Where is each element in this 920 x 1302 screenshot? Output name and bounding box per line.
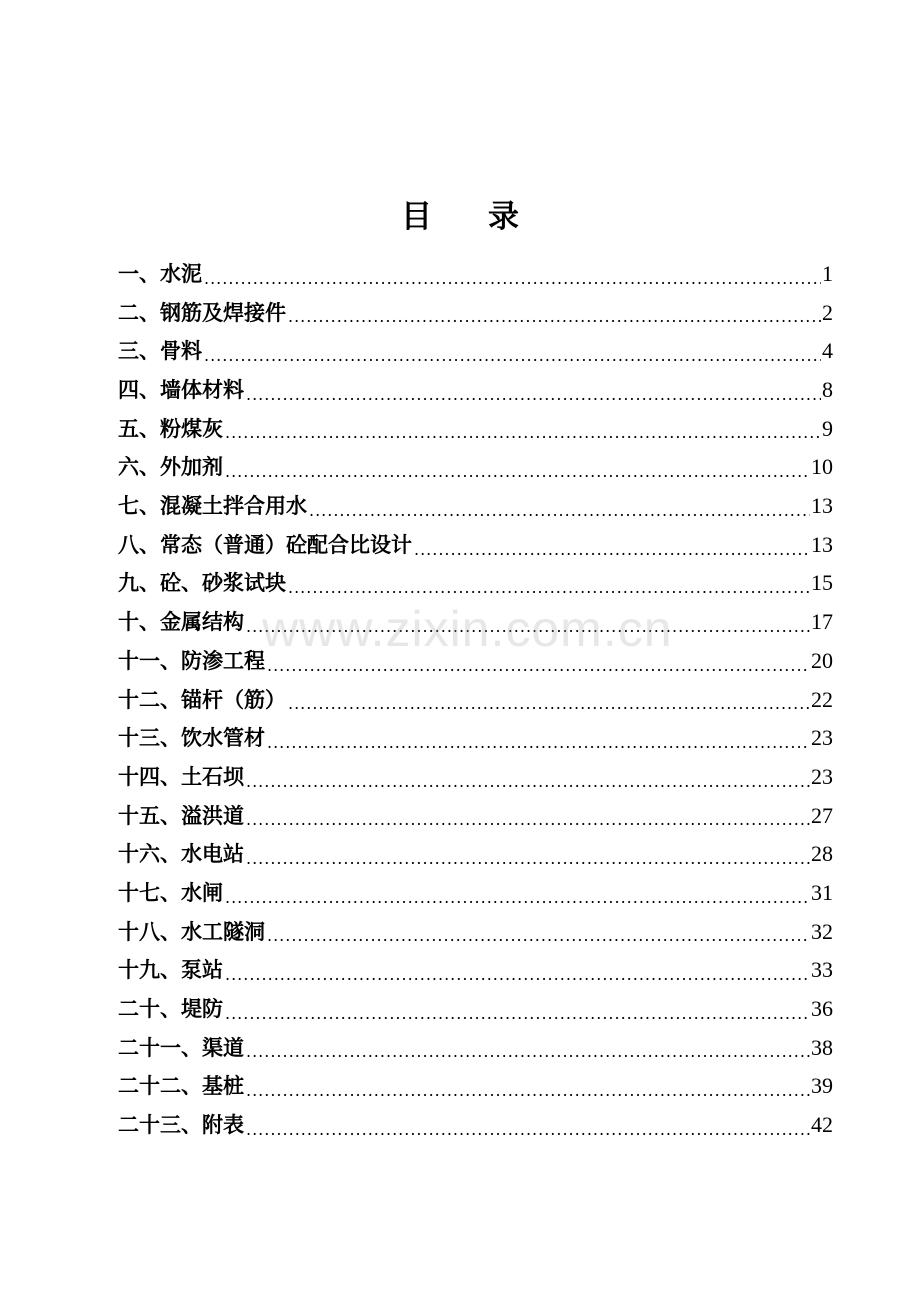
toc-entry-label: 十六、水电站: [118, 841, 244, 867]
toc-entry-label: 五、粉煤灰: [118, 415, 223, 441]
toc-entry-page: 9: [822, 415, 833, 441]
toc-entry[interactable]: [118, 913, 833, 952]
toc-entry[interactable]: [118, 448, 833, 487]
toc-entry-label: 二十二、基桩: [118, 1073, 244, 1099]
toc-entry[interactable]: [118, 487, 833, 526]
toc-entry-label: 六、外加剂: [118, 454, 223, 480]
toc-leader-dots: [225, 418, 821, 448]
toc-leader-dots: [225, 960, 810, 990]
toc-entry-label: 四、墙体材料: [118, 377, 244, 403]
toc-entry[interactable]: [118, 681, 833, 720]
toc-leader-dots: [288, 689, 810, 719]
toc-entry[interactable]: [118, 835, 833, 874]
toc-entry[interactable]: [118, 1029, 833, 1068]
toc-entry-label: 十、金属结构: [118, 609, 244, 635]
toc-entry[interactable]: [118, 294, 833, 333]
table-of-contents: [118, 255, 833, 1145]
toc-entry[interactable]: [118, 1067, 833, 1106]
toc-entry-page: 15: [811, 570, 833, 596]
toc-leader-dots: [204, 264, 821, 294]
watermark: www.zixin.com.cn: [262, 601, 673, 657]
toc-entry-label: 二十、堤防: [118, 996, 223, 1022]
toc-entry-page: 4: [822, 338, 833, 364]
toc-entry-page: 20: [811, 647, 833, 673]
toc-entry[interactable]: [118, 874, 833, 913]
toc-entry-label: 二、钢筋及焊接件: [118, 299, 286, 325]
toc-entry[interactable]: [118, 951, 833, 990]
toc-leader-dots: [309, 496, 810, 526]
toc-entry-page: 31: [811, 879, 833, 905]
toc-entry-page: 2: [822, 299, 833, 325]
toc-leader-dots: [246, 1037, 810, 1067]
toc-entry-page: 13: [811, 493, 833, 519]
toc-entry-label: 七、混凝土拌合用水: [118, 493, 307, 519]
toc-entry-label: 一、水泥: [118, 260, 202, 286]
toc-entry-label: 十二、锚杆（筋）: [118, 686, 286, 712]
title-char-2: 录: [488, 198, 519, 235]
toc-entry-label: 八、常态（普通）砼配合比设计: [118, 531, 412, 557]
toc-leader-dots: [288, 302, 821, 332]
toc-entry[interactable]: [118, 255, 833, 294]
toc-entry-page: 23: [811, 725, 833, 751]
toc-entry-label: 九、砼、砂浆试块: [118, 570, 286, 596]
toc-entry-label: 十一、防渗工程: [118, 647, 265, 673]
toc-entry[interactable]: [118, 642, 833, 681]
toc-leader-dots: [225, 999, 810, 1029]
toc-entry-label: 三、骨料: [118, 338, 202, 364]
toc-entry[interactable]: [118, 565, 833, 604]
toc-entry[interactable]: [118, 1106, 833, 1145]
title-char-1: 目: [401, 198, 432, 235]
toc-leader-dots: [246, 1115, 810, 1145]
toc-entry-label: 二十一、渠道: [118, 1034, 244, 1060]
toc-leader-dots: [267, 651, 810, 681]
toc-entry[interactable]: [118, 332, 833, 371]
toc-entry-page: 38: [811, 1034, 833, 1060]
toc-entry-page: 10: [811, 454, 833, 480]
toc-leader-dots: [246, 844, 810, 874]
toc-entry[interactable]: [118, 719, 833, 758]
page-title: [0, 191, 920, 236]
toc-entry-page: 39: [811, 1073, 833, 1099]
toc-entry-page: 36: [811, 996, 833, 1022]
toc-entry-label: 十四、土石坝: [118, 763, 244, 789]
toc-leader-dots: [267, 921, 810, 951]
toc-leader-dots: [246, 380, 821, 410]
toc-entry-page: 42: [811, 1112, 833, 1138]
toc-entry[interactable]: [118, 371, 833, 410]
toc-entry-label: 十八、水工隧洞: [118, 918, 265, 944]
toc-leader-dots: [288, 573, 810, 603]
toc-leader-dots: [204, 341, 821, 371]
toc-entry[interactable]: [118, 797, 833, 836]
toc-entry[interactable]: [118, 758, 833, 797]
toc-entry-page: 28: [811, 841, 833, 867]
toc-entry-label: 十五、溢洪道: [118, 802, 244, 828]
toc-leader-dots: [246, 612, 810, 642]
toc-leader-dots: [267, 728, 810, 758]
toc-entry-page: 17: [811, 609, 833, 635]
toc-leader-dots: [225, 883, 810, 913]
toc-entry-page: 13: [811, 531, 833, 557]
toc-entry[interactable]: [118, 603, 833, 642]
toc-leader-dots: [246, 805, 810, 835]
toc-entry-label: 十九、泵站: [118, 957, 223, 983]
toc-leader-dots: [225, 457, 810, 487]
toc-entry-label: 十七、水闸: [118, 879, 223, 905]
toc-entry-page: 1: [822, 260, 833, 286]
toc-entry-page: 27: [811, 802, 833, 828]
toc-entry-page: 22: [811, 686, 833, 712]
toc-entry-page: 33: [811, 957, 833, 983]
toc-entry-page: 32: [811, 918, 833, 944]
toc-entry[interactable]: [118, 990, 833, 1029]
toc-entry[interactable]: [118, 410, 833, 449]
toc-entry-page: 8: [822, 377, 833, 403]
toc-leader-dots: [246, 1076, 810, 1106]
toc-entry-page: 23: [811, 763, 833, 789]
toc-entry-label: 二十三、附表: [118, 1112, 244, 1138]
toc-entry[interactable]: [118, 526, 833, 565]
toc-entry-label: 十三、饮水管材: [118, 725, 265, 751]
toc-leader-dots: [414, 535, 810, 565]
toc-leader-dots: [246, 767, 810, 797]
